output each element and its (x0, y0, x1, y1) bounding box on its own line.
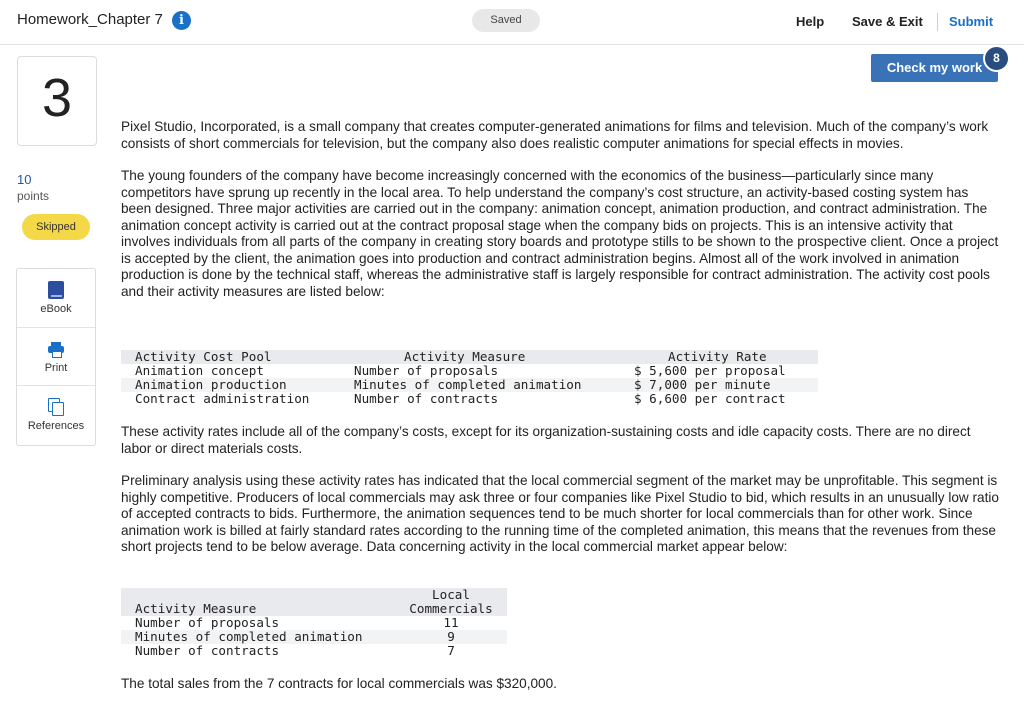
activity-rates-table (121, 350, 818, 406)
references-label: References (27, 420, 85, 432)
header-activity-measure: Activity Measure (404, 349, 526, 364)
table-header-row (121, 350, 818, 364)
table-row (121, 616, 507, 630)
print-tool[interactable] (17, 327, 95, 386)
header-local: Local (432, 587, 470, 602)
ebook-label: eBook (40, 303, 72, 315)
header-activity-measure: Activity Measure (135, 601, 257, 616)
assignment-title: Homework_Chapter 7 (17, 11, 163, 28)
table-row (121, 644, 507, 658)
question-number: 3 (41, 68, 73, 128)
print-label: Print (44, 362, 68, 374)
ebook-tool[interactable] (17, 269, 95, 327)
table-cell: Animation concept (135, 363, 264, 378)
table-cell: Contract administration (135, 391, 310, 406)
paragraph-background: The young founders of the company have become increasingly concerned with the economics of the business—particularly since many competitors have sprung up recently in the local area. To help understand the company’s cost structure, an activity-based costing system has been designed. Three major activities are carried out in the company: animation concept, animation production, and contract administration. The animation concept activity is carried out at the contract proposal stage when the company bids on projects. This is an intensive activity that involves individuals from all parts of the company in creating story boards and prototype stills to be shown to the prospective client. Once a project is accepted by the client, the animation goes into production and contract administration begins. Almost all of the work involved in animation production is done by the technical staff, whereas the administrative staff is largely responsible for contract administration. The activity cost pools and their activity measures are listed below: (121, 168, 999, 299)
local-commercials-table (121, 588, 507, 658)
table-cell: Number of proposals (135, 615, 280, 630)
table-row (121, 364, 818, 378)
table-cell: Number of proposals (354, 363, 499, 378)
paragraph-rates-note: These activity rates include all of the company’s costs, except for its organization-sustaining costs and idle capacity costs. There are no direct labor or direct materials costs. (121, 424, 971, 456)
table-cell: Number of contracts (135, 643, 280, 658)
header-activity-cost-pool: Activity Cost Pool (135, 349, 272, 364)
table-header-row (121, 588, 507, 616)
table-cell: $ 5,600 per proposal (634, 363, 786, 378)
table-row (121, 630, 507, 644)
skipped-status-badge: Skipped (22, 214, 90, 240)
table-cell: 9 (447, 629, 455, 644)
check-attempts-badge: 8 (983, 45, 1010, 72)
table-row (121, 378, 818, 392)
printer-icon (48, 342, 64, 356)
book-icon (48, 281, 64, 299)
points-label: points (17, 189, 50, 203)
references-tool[interactable] (17, 385, 95, 444)
submit-link[interactable]: Submit (949, 14, 994, 29)
header-activity-rate: Activity Rate (668, 349, 767, 364)
save-exit-link[interactable]: Save & Exit (852, 14, 923, 29)
table-cell: Number of contracts (354, 391, 499, 406)
question-body (121, 119, 1001, 316)
top-bar (0, 0, 1024, 45)
tools-panel (16, 268, 96, 446)
references-icon (48, 398, 64, 416)
help-link[interactable]: Help (796, 14, 825, 29)
check-my-work-button[interactable]: Check my work (871, 54, 998, 82)
question-number-box (17, 56, 97, 146)
points-value: 10 (17, 172, 32, 187)
saved-status-badge: Saved (472, 9, 540, 32)
table-cell: Minutes of completed animation (354, 377, 582, 392)
table-cell: $ 7,000 per minute (634, 377, 771, 392)
header-commercials: Commercials (409, 601, 493, 616)
header-divider (937, 13, 938, 31)
table-row (121, 392, 818, 406)
table-cell: Minutes of completed animation (135, 629, 363, 644)
paragraph-analysis: Preliminary analysis using these activity rates has indicated that the local commercial segment of the market may be unprofitable. This segment is highly competitive. Producers of local commercials may ask three or four companies like Pixel Studio to bid, which results in an unusually low ratio of accepted contracts to bids. Furthermore, the animation sequences tend to be much shorter for local commercials than for other work. Since animation work is billed at fairly standard rates according to the running time of the completed animation, this means that the revenues from these short projects tend to be below average. Data concerning activity in the local commercial market appear below: (121, 473, 999, 554)
paragraph-total-sales: The total sales from the 7 contracts for local commercials was $320,000. (121, 676, 557, 691)
paragraph-intro: Pixel Studio, Incorporated, is a small company that creates computer-generated animations for films and television. Much of the company’s work consists of short commercials for television, but the company also does realistic computer animations for special effects in movies. (121, 119, 989, 151)
info-icon[interactable]: i (172, 11, 191, 30)
table-cell: $ 6,600 per contract (634, 391, 786, 406)
table-cell: 7 (447, 643, 455, 658)
table-cell: 11 (443, 615, 459, 630)
table-cell: Animation production (135, 377, 287, 392)
